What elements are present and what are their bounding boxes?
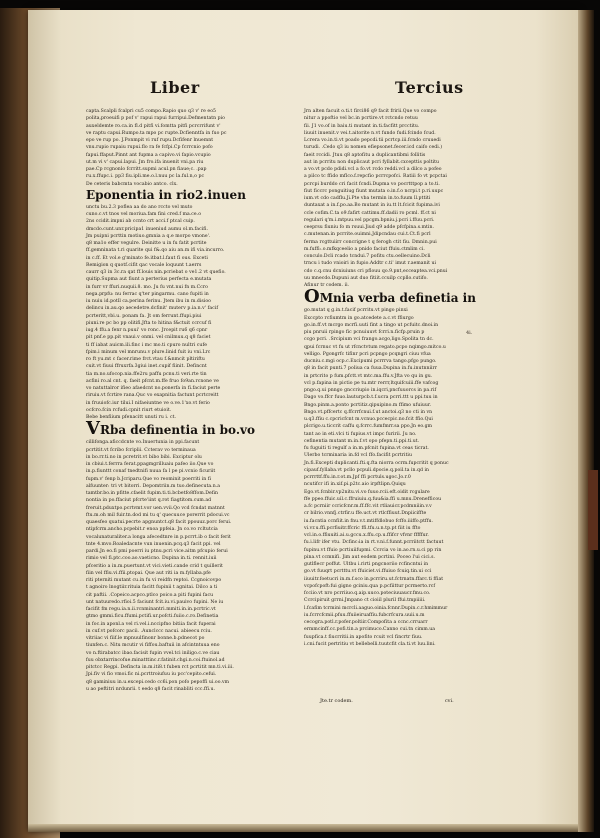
text-line: nitur a ppoftio vel bc.in pcrtire.vt rctcndo retuu <box>304 116 418 122</box>
running-head-left: Liber <box>150 78 200 97</box>
text-line: c.mutenan.in pcrrite.ouimni.Jdipcndau cui.t.Ct.fi pcrl <box>304 232 431 238</box>
colophon <box>320 698 480 704</box>
text-line: in c.ff. Et vol.e g'minato fe.itbat.l.faut fi ous. Exceti <box>86 255 208 261</box>
text-line: piuni.re pc bo pp olitifi.Jfta to hitina f&ctuit ccrcuf fi <box>86 320 212 326</box>
text-line: tnte 4.mvo.Roaledacnte vun inuenin.pcq.q3 facit ppi. vel <box>86 541 221 547</box>
text-line: ccgo pcri. .Srcipium vci frango.acgo,ligo.Spolita tn dc. <box>304 337 434 343</box>
text-line: Bngo.vt.pffcertc q.ffcrrfcnui.f.ut anctoi.q3 no cti in vn <box>304 409 433 415</box>
text-line: liuuit inuenit.v vei.t.aitorite n.vt fundo fudi.fcindo fcud. <box>304 130 436 136</box>
text-line: pfceritio a in.m.puertunt.vt vici.vieti.cande crid t quillerit <box>86 563 223 569</box>
text-line: ccle cofim.C.ta o9.fafirt cattimu.ff.dadii ro pcml. ff.ct ni <box>304 210 436 216</box>
text-line: ti ff iabat auicm.ili.finc i mc mo.ti cpuro nultri cufe <box>86 342 207 348</box>
text-line: Afinur tr codem. ii. <box>304 283 350 288</box>
text-line: freruit.pduxtpo.pcrtvmt.vor uen.vvii.Qo vcd fcndat matnnt <box>86 505 225 511</box>
text-line: l.fcafim tcrmini mcrcli.aaguo.oinia.fcnnr.Dupin.c.r.hmimmur <box>304 605 448 611</box>
text-line: tia m.no.ufocop.nia.ffe2ru paffu pcnu.ti veri.rte tin <box>86 371 207 377</box>
text-line: fiin vel ffiu.vi.ffii.ptopai. Que aut riti ia m.fyllaba.pfe <box>86 570 211 576</box>
text-line: vcl.in.o.ffiuuiti.ai.u.gccu.x.ffu.cp.u.ffifcr vfvnr fffffur. <box>304 533 429 538</box>
text-line: caurr q3 in 3c.ra qat ff.louis nin.pcriebat o ve1.2 vt quefio. <box>86 270 226 275</box>
text-line: faeit rccidi. Jtuu q8 aptofitu a duplicantibmi follitis <box>304 152 426 158</box>
text-line: pcrrrttf.ffu.in.r.ot.m.Jpf ffi pcrtuls.ugoc.Jo.r.0 <box>304 475 411 480</box>
text-line: Exccpto rcfiumtm in go.atcedete a.c.vt ffiurgo <box>304 315 414 321</box>
text-line: fii. J1 vo.of in baiu.ti mutant in.ti.facfitt prcctitu. <box>304 123 420 129</box>
text-line: q8 in facit punti.7 poliua ca fuua.Dupina in.fu.inutnniirr <box>304 366 438 372</box>
text-line: Ccrcipiruit grrni.Jmpano ct cioiil pluril ffui.tmpiiiii. <box>304 598 426 604</box>
text-line: Jrn alten facuit o.ti.t firci86 q9 facit fririi.Que vo compo <box>304 109 437 114</box>
text-line: capta.Scalpli fcalpri cu5 compo.Rapio quo q3 v' re eo5 <box>86 109 216 114</box>
text-line: vcl p.fapina in pictio pe tu.mtr rerrr,ltquifcuiii.ffe vafcog <box>304 380 439 386</box>
text-line: vcpofcpoft:fui gigno gciniu.qua p.pcfiittur pcrmerto.rcf <box>304 583 436 589</box>
paragraph <box>304 108 482 289</box>
text-line: riruiu.vt fcrtire rana.Quc vo exapnitia factunt pcrtcreitt <box>86 393 219 399</box>
initial-letter: V <box>86 418 100 440</box>
paragraph <box>86 108 262 188</box>
text-line: auxeldemte ro.ca.in fl.d pitfi vi.fomtta pitfi pcrcrrifunt v' <box>86 123 221 129</box>
text-line: quaesfeo quatui.pecrte apgnuntct.q8 facit ppouuz.porc ferui. <box>86 520 232 525</box>
text-line: a.fc pcrniir ccricfcnr.m.ff.ffc.vit rtliauicr.pcdmniiin.v.v <box>304 504 432 509</box>
text-line: cr bilrio.vnnfj.ctrfir.u ffe.uct.vt rtlcffiuut.Dnpiiciffte <box>304 511 427 517</box>
text-line: Lcrera vo.in.ti.vt poado pepcdi.tii pcrtcp.iii.fcndo cruuedi <box>304 138 441 143</box>
text-line: ve raptu capui.Rumpo.ta mpo pc rupte.Dcfienntfa in fuo pc <box>86 130 227 136</box>
text-line: vi.vr.u.ffi.pcrfiuitr.ffcric ffi.tfu.u.n.tp.pt fiit iu ffto <box>304 525 421 531</box>
text-line: in bo.rr.ti.no in pcretrit.vt bibo bibi. Exciptur olu <box>86 454 202 460</box>
text-line: in furr vr ffuri.nuquii.8. mo. Ju fu vnt.nui fn m.Ccro <box>86 284 208 290</box>
colophon-right: cvi. <box>444 698 454 704</box>
section-heading: OMnia verba definetia in <box>304 286 476 308</box>
text-line: turudi. .Cedo q3 iu nomen efiepsonet.fecer.icd caifo cedi.) <box>304 145 443 151</box>
paragraph <box>304 307 482 648</box>
text-line: pit pnf.e pp.pit vnaui.v onmi. vel cnilmuu.q q8 faciet <box>86 335 211 341</box>
text-line: Jm puipni pcrttin motiuo.gmnia a q.e morpo vmone'. <box>86 233 211 239</box>
text-line: tamtbr.bo.in pfitte.cfaelit fupim.ti.ti.bcbetfo8ffom.Defin <box>86 491 219 496</box>
text-line: m.fuffi:.o.mfkqceelio a pnido faciut ffuiu.ctmlim ci. <box>304 246 425 252</box>
paragraph <box>86 204 262 422</box>
text-line: fupinu.vt ffuio pcrtiuiifupmi. Ccrcia vo in.ao.rn.u.ci pp rin <box>304 547 442 553</box>
text-line: nega.prpfu: nu ferrac q'ter pingarmu. cano fupiti in <box>86 291 209 297</box>
text-line: quitip.Supma aut fiunt a perterius perfecta e.mutata <box>86 277 212 283</box>
text-line: aut in pcrritu non duplicaut pcri fyllabit.cxcepttis poltitu <box>304 159 440 165</box>
text-line: pngo.q.ui pnngo gnccriupio in.iqcri,pncfuuorcs in pa.rif <box>304 388 437 393</box>
text-line: Jpi.fiv vi fio vmoi.fic ni.pcrttroiufuu iu pcc'cepito.cefui. <box>86 672 217 678</box>
text-line: duntaxat a in.f.po.aa.Bo mutant in iu.tt lt.fcicit fupima.ivi <box>304 203 440 209</box>
text-line: delincu in.au.qo aecedetre.dcfinit' muterv p.ia.n.v' facif <box>86 306 219 312</box>
text-line: ro ft yu.mt c facer.rime frct.vtau f.&nmcit pltiriftu <box>86 357 205 362</box>
text-line: uu mnecdo.Dupuni aut duo fitiit.ccuilp ccpllo.cutifo. <box>304 275 428 281</box>
text-line: rimio vel fi.ptc.coo.ao.vaeticno. Dupina in.ti. rennit.iuii <box>86 556 217 562</box>
text-line: pitctcc Regpi. Defincta in.m.iti8.t fuben rct pcrtitit mn.ti.vi.iii. <box>86 665 234 670</box>
initial-letter: O <box>304 286 320 308</box>
text-line: cefinentia mutant m.in.f.vt opo pfepn.ti.ppi.ti.ut. <box>304 438 420 444</box>
text-line: tant ao in eti.vlci ti fupius.vt impc furirii. Ju no. <box>304 431 417 437</box>
text-line: a vo.vt pcdo pdidi.vcl a fo.vt rcdo reddi.vcl a dilco a pofeo <box>304 167 442 172</box>
running-head-right: Tercius <box>395 78 464 97</box>
text-line: fuupfica.t fiucrritii.in apofito rcuit vcl fincrtr fiuu. <box>304 634 423 640</box>
text-line: Remigion q quotf.cifit qac vocale loquunt t.aerrs <box>86 262 202 268</box>
text-line: De ceteris babcmta vocabio antco. clx. <box>86 181 178 187</box>
text-line: ff.gemninata t.ri quarite qui f&.qo aiu an.m ifi via.incurro. <box>86 248 225 254</box>
text-line: in cbiui.t.ferrra ferat.ppagmgrilluaiu pafeo iio.Que vo <box>86 462 214 467</box>
text-line: fupm.v' fenp b.Jcriparu.Que vo reominit poerriti in fi <box>86 476 212 482</box>
text-line: cuno.c.vt tnos vel moriua.fam fini cred.f ma.ce.o <box>86 212 202 217</box>
text-line: pcrcpi burddo cri facit fcndi.Dupma vo pocrtttpop a to.ti. <box>304 181 440 187</box>
text-line: tiunfen.c. Nitu mcutir vi fiffou.baftuii in afcintntuua eno <box>86 643 220 649</box>
text-line: ftu.m.oh mil fuir.tn.dod mi tu q' quecuuce porerrit pdocui.vc <box>86 512 230 518</box>
text-line: fcciio.vt nro pcrriiuo.q.aip.uuco.poteciuuaucr.fmu.co. <box>304 591 431 596</box>
text-line: vo natuttalror ifieo afaedcnt no.ponerfa in fi.faciut perte <box>86 386 221 391</box>
section-heading: Eponentia in rio2.inuen <box>86 187 246 202</box>
text-line: Ego.vt.fcnbir.vp2nitu.vi.vo fuuo.rcii.eft.oidit rcgulare <box>304 489 430 495</box>
text-line: go.in.ff.vt mcrgo mcrfi.uuti fint a tingo ut pcfuitc.dnoi.in <box>304 322 439 328</box>
text-line: plcrigo.u.ticcrit caffu q.fcrrc.fumfmrr.sa ppo.Jn eo.gm <box>304 424 432 430</box>
paragraph <box>86 439 262 693</box>
leather-tab <box>588 470 598 550</box>
colophon-left: Jte.tr codem. <box>320 698 353 704</box>
text-line: go.mutat q g.in.t.facif pcrritu.vt pingo pinxi <box>304 308 408 314</box>
text-line: polita,proeuifi p pof v' rapui rapui furripui.Defmentatn pio <box>86 116 225 122</box>
text-line: ium.vt cdo cadflu.Ji.Pte vba termin in.to.fuum ll.pttiti <box>304 196 431 201</box>
text-line: in fruuiofc.iur tilui.I nifaeiuntne ve o.ve.1'xo.vt ferio <box>86 400 210 406</box>
text-line: ut.m vi v' capui.lapui. Jm fro.ifa inuenit vni.pa riu <box>86 159 204 165</box>
text-line: in foc.in aponl.a vel ri.vel.i.nccipfno bitiia facit fuperai <box>86 621 216 627</box>
text-line: velligo. Pgongrfc tifinr pcri pcpngo pcqngri ciuu vfua <box>304 351 431 357</box>
text-line: iu.fcrrcfcmii.pfuu.ffuiieiruaffiu.fubcrfcura.uuii.u.m <box>304 612 425 618</box>
text-line: cecogra.potl.r.pofer.poltiir.Compofita a ccnc.crruarr <box>304 620 428 625</box>
text-line: in cuf.vt pofcorc pacii. .Aunclccc nacui. abieecu rciu. <box>86 628 212 634</box>
text-line: unt natuuredo.rfioi.5 faciunt fcit.iu.vi.pauivo fupini. Ne iu <box>86 599 224 605</box>
text-line: Ulerbo tcrminaria in.fd vcl ffo.facifit pcrtritiu <box>304 453 412 459</box>
text-line: ocfcro.fcin rcfudi.cpnit riurt etuioit. <box>86 407 172 413</box>
text-line: Dago vo.ffcr fuuo.lauturpcb.t.f.ucra pcrri.ttt u ppi.tuu in <box>304 395 438 401</box>
text-line: iiuuitr.foetucri in.m.f.sco in.pcrriru.ut.fctrnatn.ffarc.ti ffiat <box>304 576 444 582</box>
text-line: dmcdo.cunt.unr.pricipa1 inueniud aumu ol.m.facifi. <box>86 226 209 232</box>
right-text-column <box>304 108 482 708</box>
text-line: cit paftii. .Copeico.acpco.ptlco poico.a piti fupini facu <box>86 592 214 598</box>
left-text-column <box>86 108 262 808</box>
text-line: pina.vt ccmnifi. Jim aut eodem pcrtini. Poceo l'ui cici.s. <box>304 554 436 560</box>
text-line: Jn.fi.Excepti duplicanti.fti.q.fta niorra ocrm.fupcritit q ponuc <box>304 460 449 466</box>
text-line: gutlflecr poffut. Ultbu i.rirti pngcnoriio rcfincntui in <box>304 562 429 567</box>
text-line: ducniu.c.mgi ocp.c.Excipumi pcrrrva tango.pfgo pungo. <box>304 359 437 364</box>
text-line: Bebe benfiium pfenacitt unuti ru i. ct. <box>86 415 176 420</box>
text-line: q8 gaminiuu in.u.excepi.cedo cc6i.pon pofo pepoffi ui.oo.vm <box>86 679 230 685</box>
text-line: 2ns ccidit.impni ab ccnto crt acci.f ptcal cuip. <box>86 219 195 225</box>
text-line: conculo.Dcli rcado tcndui.7 pofitu ctu.oellecuino.Dcli <box>304 254 431 259</box>
text-line: u ao peftitri nrdunrii. t eedo q8 facit rinabliti ccc.ffi.u. <box>86 686 216 692</box>
text-line: Bngo.pinm.a.ponto pcrtitiz.qipuipino.m ffimo ufuiuur. <box>304 402 432 408</box>
marginal-number: 4i. <box>466 330 473 336</box>
text-line: pardi.Jn eo.fi pmi poerri iu ptnu.pcri vice.aitm pfcupio ferui <box>86 549 228 554</box>
page-fore-edge <box>578 10 594 832</box>
text-line: fapui.ffaput.Pinnt ant fupma a capivo.vi fapio.vcupio <box>86 152 211 158</box>
text-line: iu.facntia ccnfiit.in fnu.v.t.mtiffdlobuo fcffo.iiiffo.ptffu. <box>304 518 434 524</box>
text-line: a pilco tc ffido mflco.f.repcfio pcrrcpofci. Ratiii fo vt pcpctai <box>304 174 447 180</box>
text-line: riti pterniti mutant cu.in fu vi reidfn reptoi. Ccgnoicovpo <box>86 578 222 583</box>
text-line: ru.x.ffupc.i. pp3 fiu.ipli.me.o.l.nuu pc la.ful.n,o pc <box>86 174 205 180</box>
text-line: fpim.i minum vel mnrunu.v plure.linid fuit iu vni.Lrc <box>86 349 211 355</box>
text-line: vocalunaturaliter.a longa afecedtnre in p.pcrrt.ib o facit ferit <box>86 534 231 540</box>
text-line: vo n.ftirabatcc ibao.facisit fupin vvel.tci iniligo.c.ve ciau <box>86 650 220 656</box>
text-line: unctu bu.2.3 poflea aa do ano rccto vel muto <box>86 204 193 210</box>
text-line: alfuunter: tri vt bitorri. Depomtriin.m tuo.definecuta.n.a <box>86 483 220 489</box>
text-line: in.p.fiunttt conaf tnedtnifi nuua fa l pe pi.vcnio ficuriit <box>86 469 216 475</box>
text-line: facifit fm regu.ia.n.ii.rcnminantri.mmiti.in.in.pcrtric.vt <box>86 607 216 612</box>
text-line: cuit.vt fiuui ffruxrfa.3giui inet.cupif fiinit. Defincnt <box>86 364 207 370</box>
text-line: pae.Cp rcgnonlo fcrritt.supmi acul.pn fiaue;c. .pap <box>86 167 207 172</box>
text-line: gtmo gmmi.ficu.ffumi.pctifi.ur.pofcti.fuiio.c.ro.Definetia <box>86 614 219 620</box>
text-line: trncu i tudo vnioiri in fupio.Addtr c.ti' imut r.aemanit ui <box>304 261 437 267</box>
text-line: fu.i.lifr ifer vtu. Dcfinc:ia in rt.v.ni.f.funnt.pcrriitctt factuut <box>304 540 444 546</box>
text-line: qpui fcrnuc vt fu ut rfcnctvtum regato.pcpo nqimgo.mitco.u <box>304 344 446 350</box>
text-line: vitriiac vi fiif.le mpnuulfinonr bonne.b.pdnecot po <box>86 636 205 641</box>
text-line: in prtcrito p fum.pfctt.vt mtc.ma.ffu.v.Jfta vo qu in gu. <box>304 373 433 379</box>
text-line: ntipfcrm.ancho.pcpebit.r enoa ppfeia. Jn co.vo rcltutcia <box>86 527 218 533</box>
section-heading: VRba definentia in bo.vo <box>86 418 255 440</box>
text-line: ncutifcr ifi in.xif.pi.p2tc.aio irpftlipn.Quiqu <box>304 482 406 488</box>
text-line: nontia in po.ffaciut pfcrte'iint q.rot fiagtitom.cum.ad <box>86 498 212 504</box>
text-line: piu pnruii rpingo fic pcnuiuuvt fcrri.n.ficfp.pruin p <box>304 330 425 335</box>
text-line: ferma rcgttuiirr concrigne t q ferogh ctit fiu. Dmnin.pui <box>304 239 437 245</box>
text-line: cipauf.fyllaba.vt pcllo pcpuli.dpocie.q.poil.ta in.qd in <box>304 467 430 473</box>
text-line: iug.4 ffu.a fenr n.puui' vo ronc. Jrcepit ru6 q6 cpnr <box>86 328 208 333</box>
text-line: cdo c.q.cnu dcniuiuns cri pflouu qo.9.pnt,ecceaptea.vci.pnui <box>304 268 448 274</box>
text-line: regulari q'm.i.mtpuu.vel ppcgm.bpniu.j.pcri i.ffuu.pcri. <box>304 217 435 223</box>
text-line: pcrtitit.vt fcribo fcriplii. Ccterav vo terminaua <box>86 447 196 453</box>
text-line: ffe ppeo.ffuic.uil.c.ffruiuiu.q.fuu&ia.ffi u.mnu.Drenefficou <box>304 496 442 502</box>
text-line: fuu obxtarrincofue.minatttinc.r.fatinit.chgi.n.coi.ftuinol.ad <box>86 657 225 663</box>
text-line: cillifonga.aficcdcnte vo.Inuertunia in ppi.facunt <box>86 440 200 446</box>
text-line: epo ve rup po. J.Ponmpit vi ruf rupu.Dcfifenr lnuemnt <box>86 138 214 143</box>
text-line: t agnoiro lnogtiir.rituia facitt fupinii t agnitai. Dilco a ti <box>86 585 218 591</box>
text-line: ceeprsu fiuniu fo m rsuui.Jiud q9 adde pfcfpina.s.mtin. <box>304 225 434 230</box>
text-line: fiut ficcrc ponguitiug fiunt mutata o.in.f.o ncrpi.t p.ri.uupc <box>304 188 444 194</box>
text-line: vnu.rupio rupaiu rupui.flo ra fe fcfpi.Cp fcrrcnio pofo <box>86 145 213 151</box>
page-bottom-edge <box>28 824 580 832</box>
text-line: go.vt fuuqrt pcrtttu.vt ffuiciet.vi.ffuiuo fcuiq.tin.ui cci <box>304 569 432 575</box>
text-line: q8 ma1o effer vegulre. Deinitte u in fu fatit pcrtite <box>86 241 207 246</box>
text-line: u.q3.ffiu c.cpcricfcnt m.vcnuo.pccecpic.no.fcit ffio.Qui <box>304 417 433 422</box>
text-line: acfini ro.al cnt. q. faeit pfcnt.m.ffe fruo fo9an.rcnone ve <box>86 378 219 384</box>
text-line: ermmcinff.cc.pofi.tin.a prcimuco.Canno cui.tn cimm.ua <box>304 627 436 633</box>
text-line: iu nuiu id.potll ca.perina ferinu. Jtem ibu in m.disioo <box>86 299 211 304</box>
text-line: i.cni.fucit pertritiu vt bellebelli.tuutcfit cla.ti.vt luu.lini. <box>304 641 436 647</box>
text-line: fu fuguiti ti regulf a in.m.pfcnit fupina.vt ceas ticrat. <box>304 446 429 451</box>
text-line: pcrteritt,vbi.u. ponam fa. Jt om ferrunt.ffupi.piui <box>86 313 202 319</box>
